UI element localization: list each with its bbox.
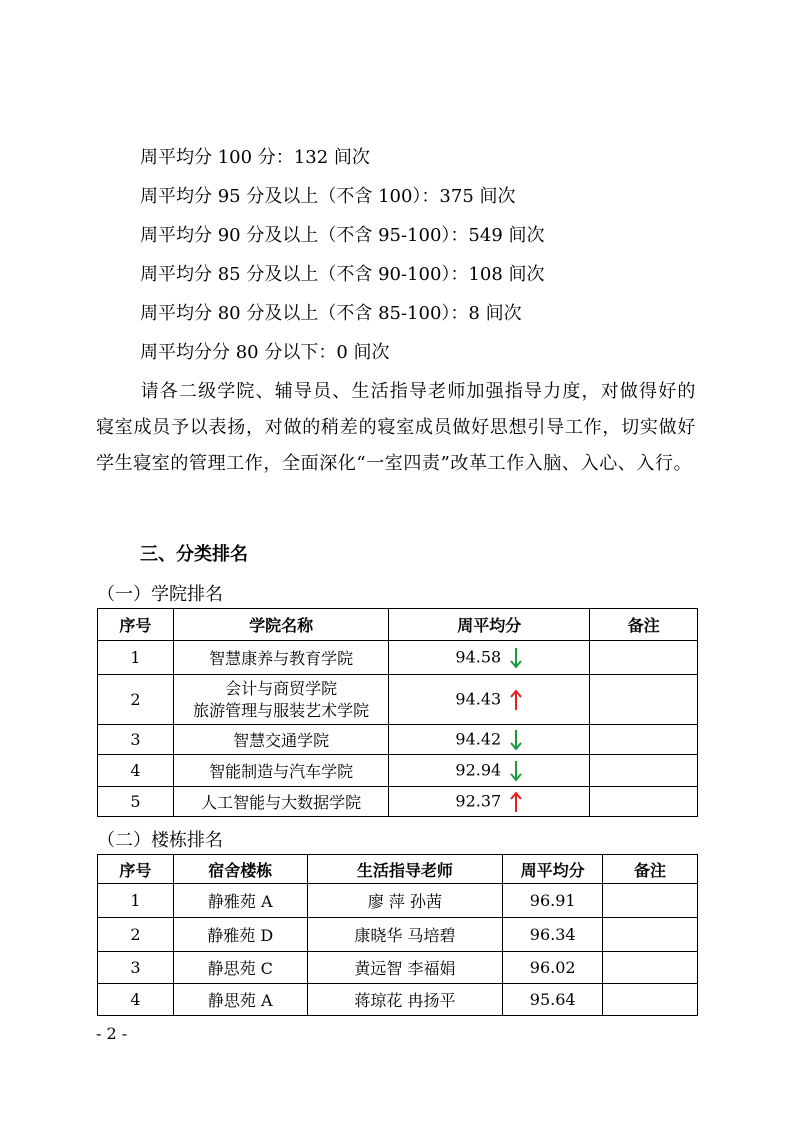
note-cell: [590, 641, 698, 675]
rank-cell: 2: [98, 675, 174, 725]
score-cell: [389, 641, 590, 675]
section-title: 三、分类排名: [140, 544, 248, 565]
table-row: [98, 725, 698, 755]
college-name-line-1: 会计与商贸学院: [225, 678, 338, 698]
college-name-line-2: 旅游管理与服装艺术学院: [193, 700, 370, 720]
header-cell: 备注: [603, 855, 698, 884]
instruction-paragraph: [96, 374, 696, 482]
note-cell: [603, 918, 698, 952]
score-line-4: 周平均分 85 分及以上（不含 90-100）：108 间次: [140, 264, 545, 285]
header-cell: 生活指导老师: [307, 855, 503, 884]
score-value: 94.58: [455, 647, 502, 666]
table-row: [98, 787, 698, 817]
header-cell: 备注: [590, 609, 698, 641]
header-cell: 序号: [98, 855, 174, 884]
note-cell: [590, 755, 698, 787]
score-cell: 96.91: [503, 884, 603, 918]
trend-down-icon: [509, 759, 523, 783]
building-cell: 静雅苑 D: [173, 918, 307, 952]
header-cell: 宿舍楼栋: [173, 855, 307, 884]
building-table-caption: （二）楼栋排名: [97, 830, 223, 851]
score-cell: [389, 725, 590, 755]
note-cell: [603, 952, 698, 984]
rank-cell: 5: [98, 787, 174, 817]
trend-up-icon: [509, 688, 523, 712]
building-cell: 静思苑 A: [173, 984, 307, 1016]
rank-cell: 3: [98, 725, 174, 755]
college-name-cell: 智慧康养与教育学院: [173, 641, 389, 675]
table-row: [98, 918, 698, 952]
table-row: [98, 755, 698, 787]
header-cell: 学院名称: [173, 609, 389, 641]
score-cell: 96.02: [503, 952, 603, 984]
rank-cell: 1: [98, 641, 174, 675]
note-cell: [590, 787, 698, 817]
trend-down-icon: [509, 646, 523, 670]
score-line-6: 周平均分分 80 分以下：0 间次: [140, 342, 390, 363]
score-cell: [389, 787, 590, 817]
rank-cell: 3: [98, 952, 174, 984]
college-name-cell: 智能制造与汽车学院: [173, 755, 389, 787]
rank-cell: 4: [98, 984, 174, 1016]
table-row: [98, 984, 698, 1016]
note-cell: [603, 984, 698, 1016]
score-line-3: 周平均分 90 分及以上（不含 95-100）：549 间次: [140, 225, 545, 246]
rank-cell: 4: [98, 755, 174, 787]
score-line-5: 周平均分 80 分及以上（不含 85-100）：8 间次: [140, 303, 522, 324]
trend-up-icon: [509, 790, 523, 814]
header-cell: 序号: [98, 609, 174, 641]
header-cell: 周平均分: [503, 855, 603, 884]
teachers-cell: 蒋琼花 冉扬平: [307, 984, 503, 1016]
rank-cell: 1: [98, 884, 174, 918]
score-value: 94.43: [455, 689, 502, 708]
score-value: 92.94: [455, 760, 502, 779]
score-cell: 96.34: [503, 918, 603, 952]
teachers-cell: 康晓华 马培碧: [307, 918, 503, 952]
teachers-cell: 廖 萍 孙茜: [307, 884, 503, 918]
score-line-2: 周平均分 95 分及以上（不含 100）：375 间次: [140, 186, 516, 207]
college-name-cell: 智慧交通学院: [173, 725, 389, 755]
score-cell: 95.64: [503, 984, 603, 1016]
table-header-row: [98, 855, 698, 884]
college-table-caption: （一）学院排名: [97, 584, 223, 605]
note-cell: [603, 884, 698, 918]
score-line-1: 周平均分 100 分：132 间次: [140, 147, 370, 168]
trend-down-icon: [509, 728, 523, 752]
table-row: [98, 675, 698, 725]
building-ranking-table: [97, 854, 698, 1016]
table-header-row: [98, 609, 698, 641]
college-name-cell: [173, 675, 389, 725]
rank-cell: 2: [98, 918, 174, 952]
note-cell: [590, 675, 698, 725]
building-cell: 静雅苑 A: [173, 884, 307, 918]
college-name-cell: 人工智能与大数据学院: [173, 787, 389, 817]
page-number: - 2 -: [96, 1024, 128, 1043]
score-cell: [389, 755, 590, 787]
score-cell: [389, 675, 590, 725]
college-ranking-table: [97, 608, 698, 817]
teachers-cell: 黄远智 李福娟: [307, 952, 503, 984]
table-row: [98, 641, 698, 675]
table-row: [98, 952, 698, 984]
score-value: 94.42: [455, 729, 502, 748]
header-cell: 周平均分: [389, 609, 590, 641]
building-cell: 静思苑 C: [173, 952, 307, 984]
instruction-text: 请各二级学院、辅导员、生活指导老师加强指导力度，对做得好的寝室成员予以表扬，对做的稍差的寝室成员做好思想引导工作，切实做好学生寝室的管理工作，全面深化“一室四责”改革工作入脑、入心、入行。: [96, 381, 696, 474]
score-value: 92.37: [455, 791, 502, 810]
table-row: [98, 884, 698, 918]
note-cell: [590, 725, 698, 755]
